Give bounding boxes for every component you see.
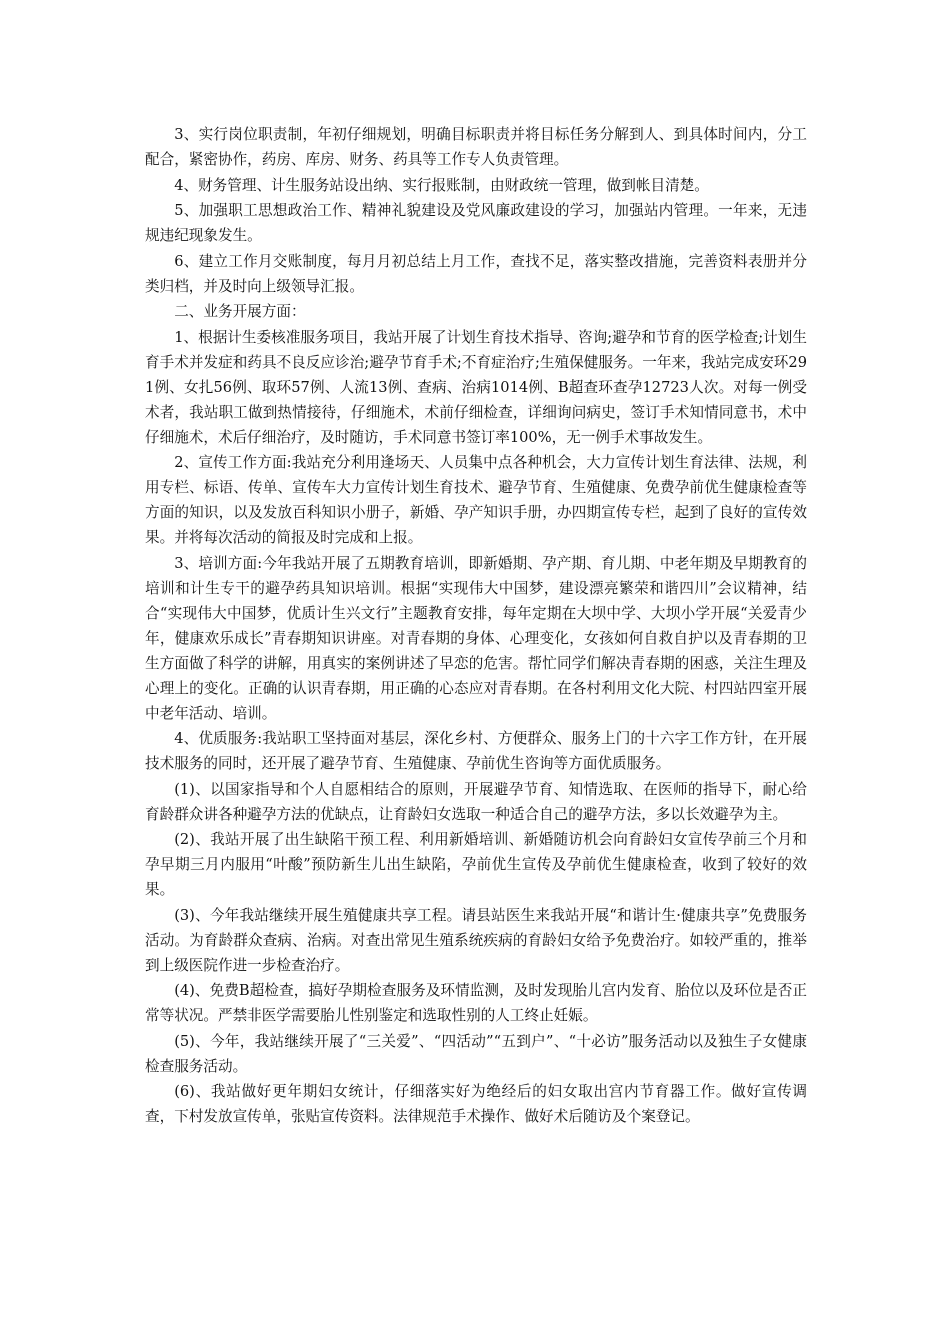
- paragraph: 2、宣传工作方面:我站充分利用逢场天、人员集中点各种机会，大力宣传计划生育法律、法规，利用专栏、标语、传单、宣传车大力宣传计划生育技术、避孕节育、生殖健康、免费孕前优生健康检查等方面的知识，以及发放百科知识小册子，新婚、孕产知识手册，办四期宣传专栏，起到了良好的宣传效果。并将每次活动的简报及时完成和上报。: [145, 454, 807, 546]
- paragraph: (1)、以国家指导和个人自愿相结合的原则，开展避孕节育、知情选取、在医师的指导下，耐心给育龄群众讲各种避孕方法的优缺点，让育龄妇女选取一种适合自己的避孕方法，多以长效避孕为主。: [145, 780, 807, 823]
- document-body: [145, 122, 807, 1130]
- paragraph: (3)、今年我站继续开展生殖健康共享工程。请县站医生来我站开展“和谐计生·健康共享”免费服务活动。为育龄群众查病、治病。对查出常见生殖系统疾病的育龄妇女给予免费治疗。如较严重的，推举到上级医院作进一步检查治疗。: [145, 906, 807, 974]
- paragraph: (2)、我站开展了出生缺陷干预工程、利用新婚培训、新婚随访机会向育龄妇女宣传孕前三个月和孕早期三月内服用“叶酸”预防新生儿出生缺陷，孕前优生宣传及孕前优生健康检查，收到了较好的效果。: [145, 831, 807, 898]
- paragraph: 5、加强职工思想政治工作、精神礼貌建设及党风廉政建设的学习，加强站内管理。一年来，无违规违纪现象发生。: [145, 202, 807, 244]
- paragraph: 1、根据计生委核准服务项目，我站开展了计划生育技术指导、咨询;避孕和节育的医学检查;计划生育手术并发症和药具不良反应诊治;避孕节育手术;不育症治疗;生殖保健服务。一年来，我站完成安环291例、女扎56例、取环57例、人流13例、查病、治病1014例、B超查环查孕12723人次。对每一例受术者，我站职工做到热情接待，仔细施术，术前仔细检查，详细询问病史，签订手术知情同意书，术中仔细施术，术后仔细治疗，及时随访，手术同意书签订率100%，无一例手术事故发生。: [145, 328, 807, 446]
- paragraph: 3、培训方面:今年我站开展了五期教育培训，即新婚期、孕产期、育儿期、中老年期及早期教育的培训和计生专干的避孕药具知识培训。根据“实现伟大中国梦，建设漂亮繁荣和谐四川”会议精神，结合“实现伟大中国梦，优质计生兴文行”主题教育安排，每年定期在大坝中学、大坝小学开展“关爱青少年，健康欢乐成长”青春期知识讲座。对青春期的身体、心理变化，女孩如何自救自护以及青春期的卫生方面做了科学的讲解，用真实的案例讲述了早恋的危害。帮忙同学们解决青春期的困惑，关注生理及心理上的变化。正确的认识青春期，用正确的心态应对青春期。在各村利用文化大院、村四站四室开展中老年活动、培训。: [145, 554, 807, 722]
- section-heading: 二、业务开展方面：: [174, 303, 306, 320]
- paragraph: (6)、我站做好更年期妇女统计，仔细落实好为绝经后的妇女取出宫内节育器工作。做好宣传调查，下村发放宣传单，张贴宣传资料。法律规范手术操作、做好术后随访及个案登记。: [145, 1083, 807, 1125]
- paragraph: (4)、免费B超检查，搞好孕期检查服务及环情监测，及时发现胎儿宫内发育、胎位以及环位是否正常等状况。严禁非医学需要胎儿性别鉴定和选取性别的人工终止妊娠。: [145, 982, 807, 1024]
- paragraph: 3、实行岗位职责制，年初仔细规划，明确目标职责并将目标任务分解到人、到具体时间内，分工配合，紧密协作，药房、库房、财务、药具等工作专人负责管理。: [145, 126, 807, 168]
- paragraph: 4、优质服务:我站职工坚持面对基层，深化乡村、方便群众、服务上门的十六字工作方针，在开展技术服务的同时，还开展了避孕节育、生殖健康、孕前优生咨询等方面优质服务。: [145, 730, 807, 772]
- paragraph: 6、建立工作月交账制度，每月月初总结上月工作，查找不足，落实整改措施，完善资料表册并分类归档，并及时向上级领导汇报。: [145, 252, 807, 295]
- paragraph: 4、财务管理、计生服务站设出纳、实行报账制，由财政统一管理，做到帐目清楚。: [174, 176, 709, 194]
- paragraph: (5)、今年，我站继续开展了“三关爱”、“四活动”“五到户”、“十必访”服务活动以及独生子女健康检查服务活动。: [145, 1032, 807, 1075]
